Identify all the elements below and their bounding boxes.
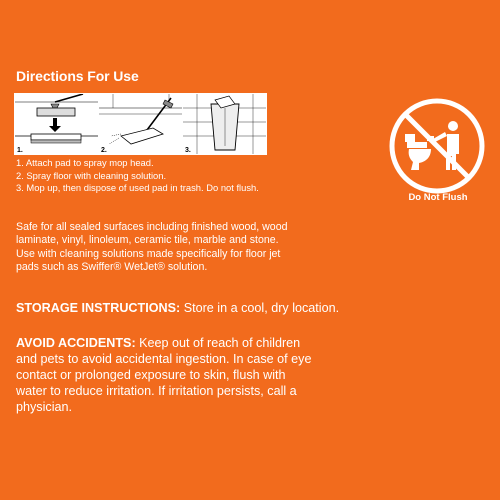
panel-number: 3. — [185, 147, 191, 154]
step-item: 1. Attach pad to spray mop head. — [16, 157, 154, 168]
directions-heading: Directions For Use — [16, 68, 139, 84]
storage-label: STORAGE INSTRUCTIONS: — [16, 301, 181, 315]
step-item: 2. Spray floor with cleaning solution. — [16, 169, 167, 181]
storage-text: Store in a cool, dry location. — [180, 301, 340, 315]
do-not-flush-label: Do Not Flush — [408, 192, 468, 203]
instruction-illustrations — [14, 93, 267, 155]
avoid-accidents — [16, 335, 316, 415]
steps-list — [16, 157, 316, 195]
illustration-dispose-pad — [183, 94, 266, 154]
panel-number: 2. — [101, 147, 107, 154]
step-item: 3. Mop up, then dispose of used pad in trash. Do not flush. — [16, 182, 259, 194]
illustration-attach-pad — [15, 94, 98, 154]
avoid-text: Keep out of reach of children and pets to avoid accidental ingestion. In case of eye contact or prolonged exposure to skin, flush with water to reduce irritation. If irritation persists, call a physician. — [16, 336, 312, 414]
attach-pad-icon — [15, 94, 98, 154]
trash-can-icon — [183, 94, 266, 154]
no-flush-icon — [387, 96, 487, 196]
storage-instructions — [16, 300, 356, 316]
spray-mop-icon — [99, 94, 182, 154]
illustration-spray-floor — [99, 94, 182, 154]
safe-surfaces-text: Safe for all sealed surfaces including finished wood, wood laminate, vinyl, linoleum, ceramic tile, marble and stone. Use with cleaning solutions made specifically for floor jet pads such as Swiffer® WetJet® solution. — [16, 221, 288, 274]
panel-number: 1. — [17, 147, 23, 154]
avoid-label: AVOID ACCIDENTS: — [16, 336, 136, 350]
